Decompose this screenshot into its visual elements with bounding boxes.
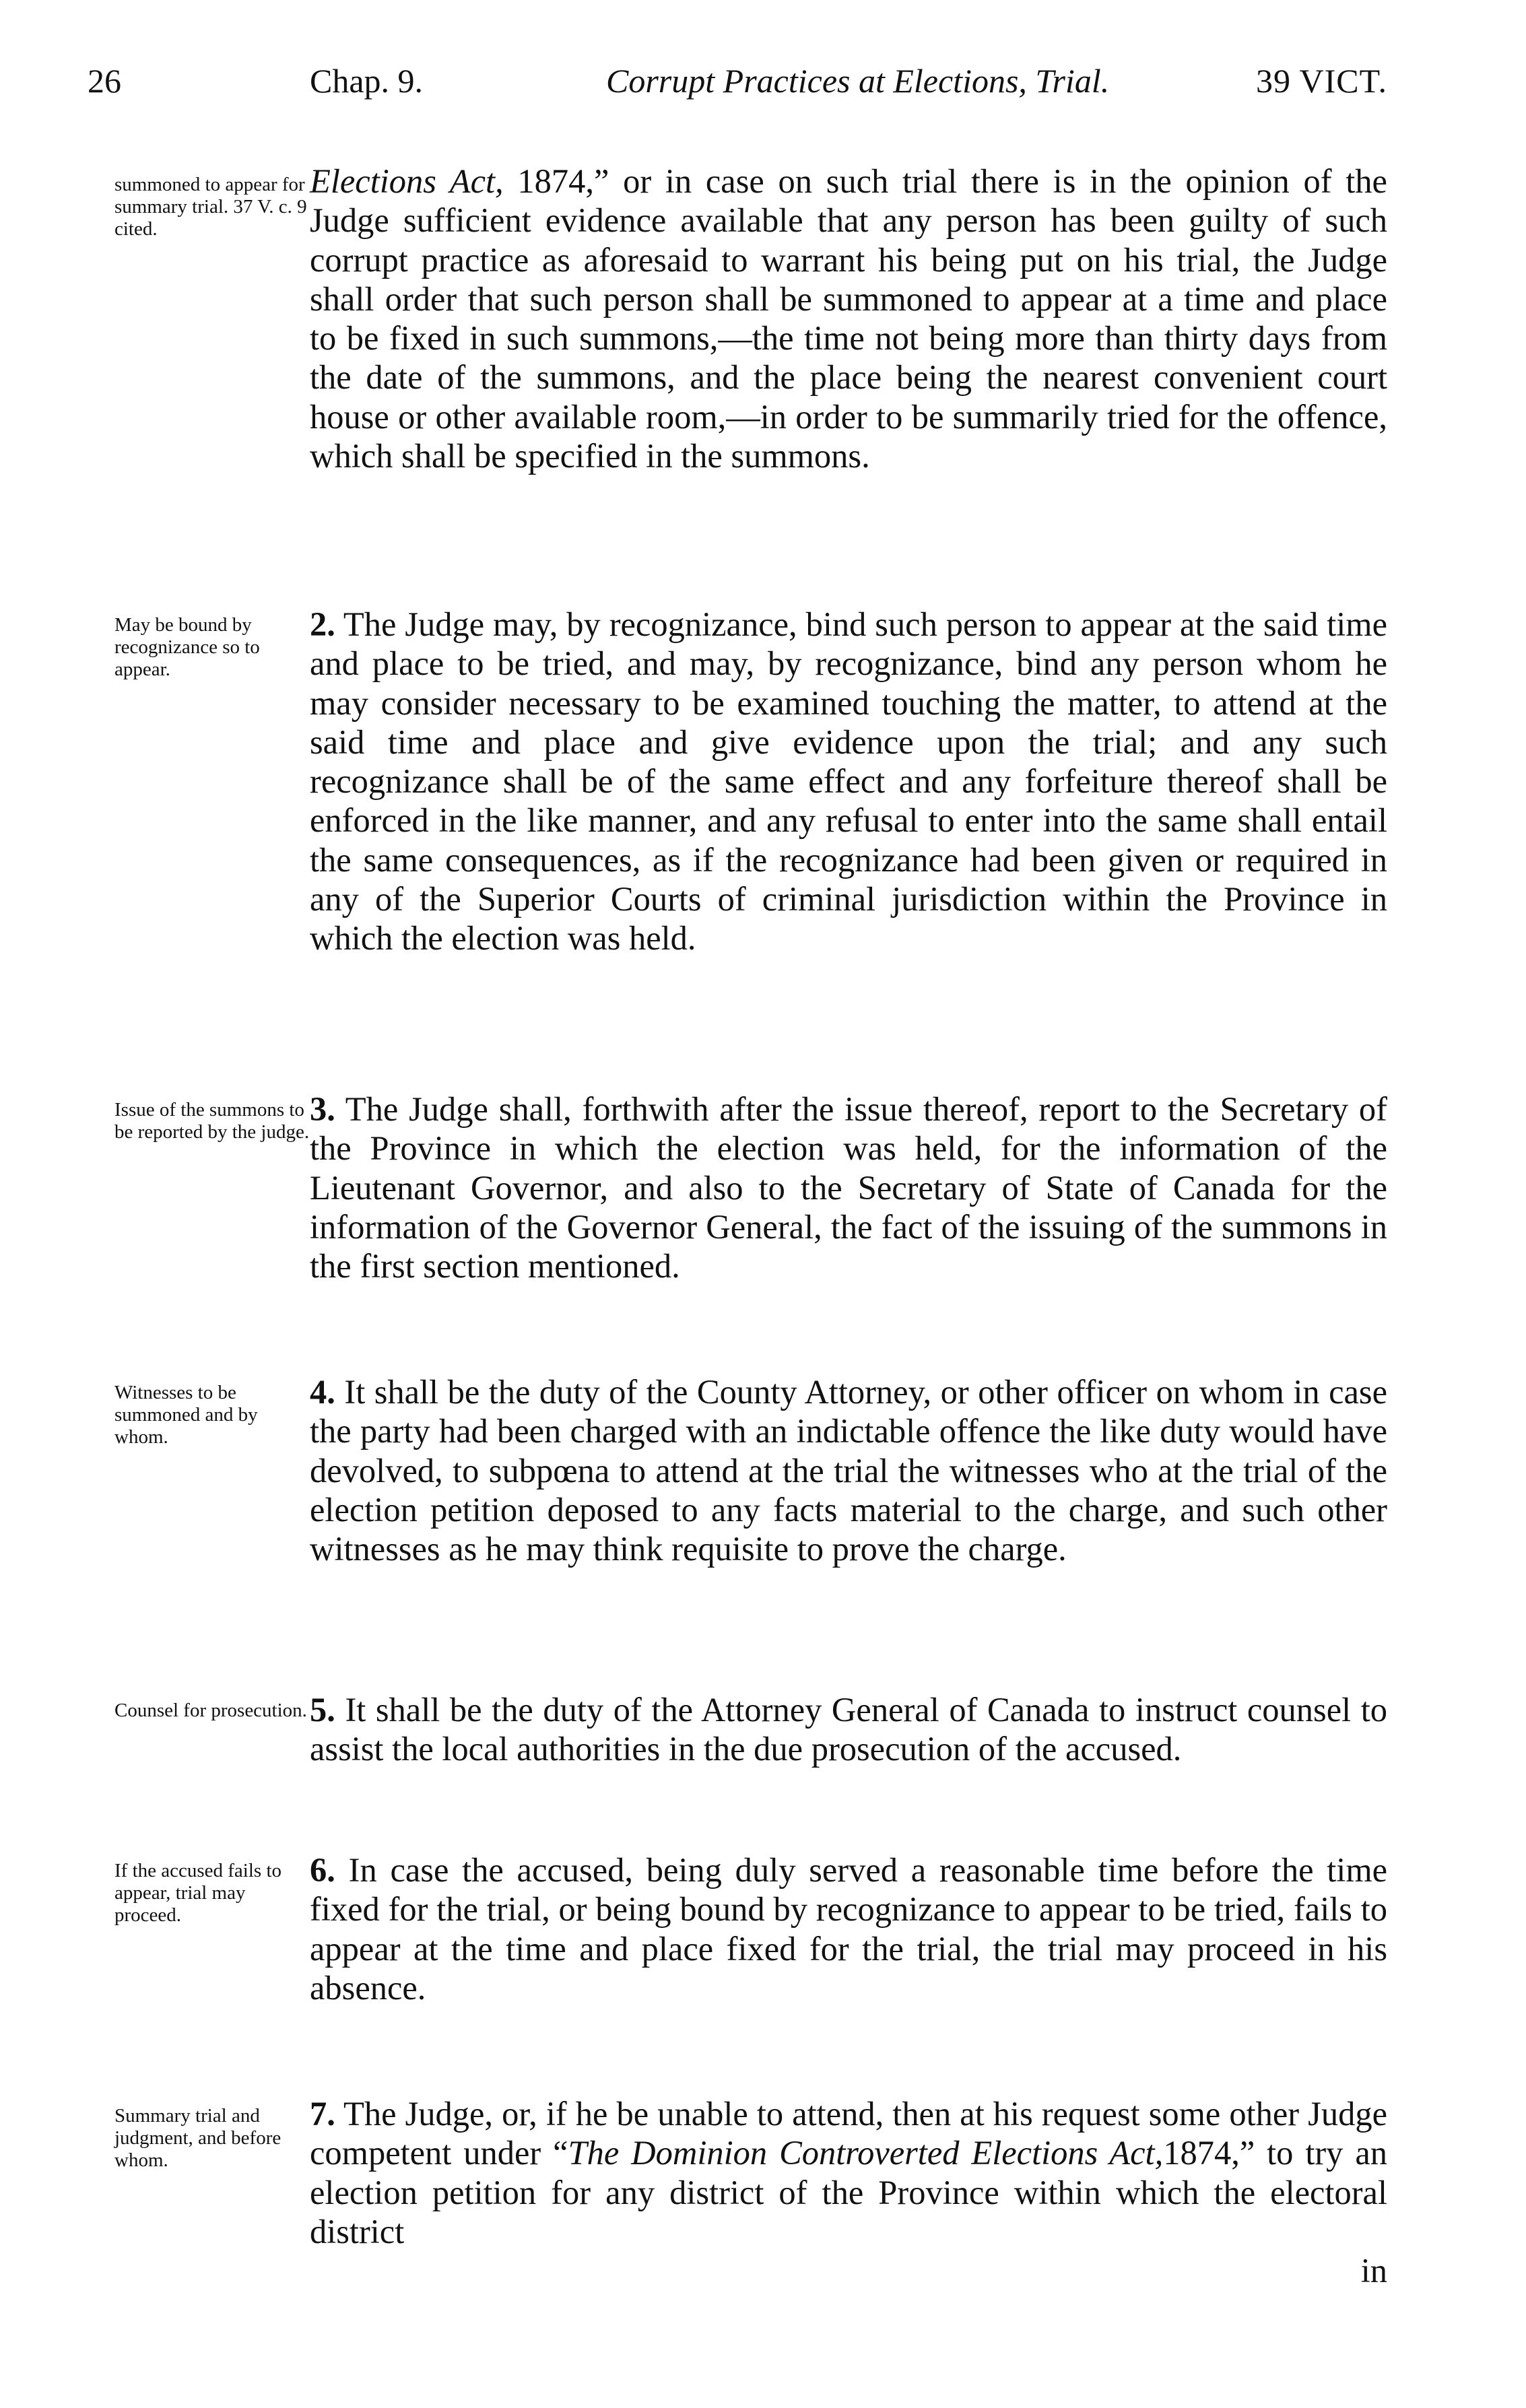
section-text: 5. It shall be the duty of the Attorney General of Canada to instruct counsel to assist the local authorities in the due prosecution of the accused. (310, 1691, 1387, 1768)
chapter-label: Chap. 9. (310, 62, 424, 100)
section-number: 2. (310, 605, 335, 643)
margin-note: Summary trial and judgment, and before whom. (114, 2105, 281, 2171)
act-title: Elections Act, (310, 162, 504, 200)
catchword: in (1360, 2252, 1387, 2290)
act-title: The Dominion Controverted Elections Act, (568, 2134, 1164, 2172)
margin-note: May be bound by recognizance so to appear. (114, 614, 260, 680)
margin-note: Counsel for prosecution. (114, 1700, 307, 1721)
running-header (88, 47, 1387, 114)
regnal-year: 39 VICT. (1255, 62, 1387, 100)
margin-note: If the accused fails to appear, trial may proceed. (114, 1860, 282, 1926)
section-text: 2. The Judge may, by recognizance, bind such person to appear at the said time and place to be tried, and may, by recognizance, bind any person whom he may consider necessary to be examined touching the matter, to attend at the said time and place and give evidence upon the trial; and any such recognizance shall be of the same effect and any forfeiture thereof shall be enforced in the like manner, and any refusal to enter into the same shall entail the same consequences, as if the recognizance had been given or required in any of the Superior Courts of criminal jurisdiction within the Province in which the election was held. (310, 605, 1387, 958)
section-number: 4. (310, 1373, 335, 1411)
section-text: 4. It shall be the duty of the County Attorney, or other officer on whom in case the party had been charged with an indictable offence the like duty would have devolved, to subpœna to attend at the trial the witnesses who at the trial of the election petition deposed to any facts material to the charge, and such other witnesses as he may think requisite to prove the charge. (310, 1373, 1387, 1568)
margin-note: Issue of the summons to be reported by the judge. (114, 1099, 310, 1143)
section-number: 6. (310, 1851, 335, 1889)
section-number: 5. (310, 1691, 335, 1729)
section-number: 3. (310, 1090, 335, 1128)
section-text: 7. The Judge, or, if he be unable to attend, then at his request some other Judge competent under “The Dominion Controverted Elections Act,1874,” to try an election petition for any district of the Province within which the electoral district in (310, 2095, 1387, 2290)
section-text: 3. The Judge shall, forthwith after the issue thereof, report to the Secretary of the Province in which the election was held, for the information of the Lieutenant Governor, and also to the Secretary of State of Canada for the information of the Governor General, the fact of the issuing of the summons in the first section mentioned. (310, 1090, 1387, 1285)
margin-note: summoned to appear for summary trial. 37 V. c. 9 cited. (114, 174, 307, 240)
section-number: 7. (310, 2095, 335, 2133)
section-text: Elections Act, 1874,” or in case on such trial there is in the opinion of the Judge sufficient evidence available that any person has been guilty of such corrupt practice as aforesaid to warrant his being put on his trial, the Judge shall order that such person shall be summoned to appear at a time and place to be fixed in such summons,—the time not being more than thirty days from the date of the summons, and the place being the nearest convenient court house or other available room,—in order to be summarily tried for the offence, which shall be specified in the summons. (310, 162, 1387, 475)
margin-note: Witnesses to be summoned and by whom. (114, 1382, 258, 1448)
section-text: 6. In case the accused, being duly served a reasonable time before the time fixed for the trial, or being bound by recognizance to appear to be tried, fails to appear at the time and place fixed for the trial, the trial may proceed in his absence. (310, 1851, 1388, 2007)
page-number: 26 (88, 62, 121, 100)
running-title: Corrupt Practices at Elections, Trial. (606, 62, 1110, 100)
